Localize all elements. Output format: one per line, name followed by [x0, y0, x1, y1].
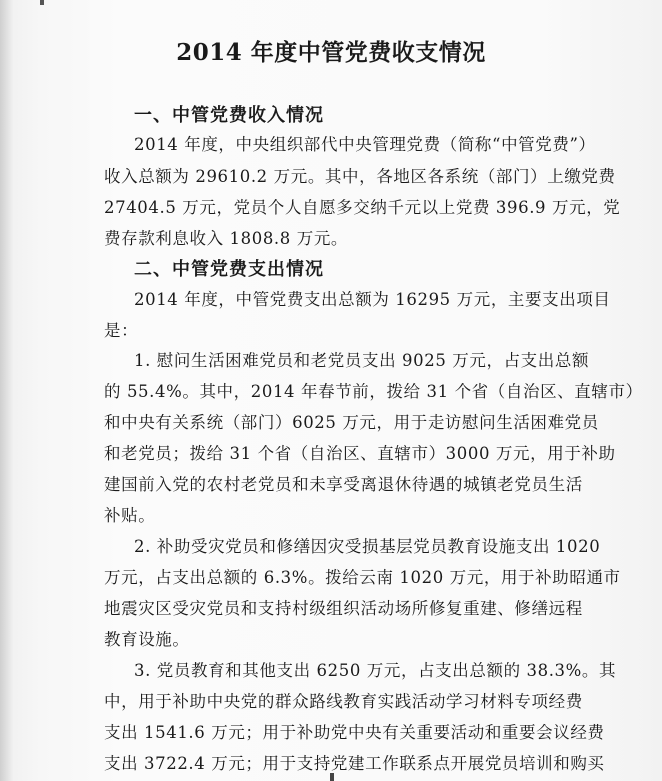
item-3-line: 中，用于补助中央党的群众路线教育实践活动学习材料专项经费 [104, 692, 583, 711]
section-1-line: 收入总额为 29610.2 万元。其中，各地区各系统（部门）上缴党费 [104, 167, 616, 186]
item-2-line: 地震灾区受灾党员和支持村级组织活动场所修复重建、修缮远程 [104, 599, 583, 618]
scan-speck [40, 0, 44, 5]
item-1-line: 和老党员；拨给 31 个省（自治区、直辖市）3000 万元，用于补助 [104, 444, 616, 463]
section-2-heading: 二、中管党费支出情况 [134, 259, 324, 280]
section-2-intro-line: 是： [104, 321, 139, 340]
item-3-line: 支出 3722.4 万元；用于支持党建工作联系点开展党员培训和购买 [104, 754, 605, 773]
section-1-heading: 一、中管党费收入情况 [134, 105, 324, 126]
item-1-line: 1. 慰问生活困难党员和老党员支出 9025 万元，占支出总额 [134, 351, 590, 370]
section-1-line: 27404.5 万元，党员个人自愿多交纳千元以上党费 396.9 万元，党 [104, 198, 621, 217]
section-1-line: 费存款利息收入 1808.8 万元。 [104, 229, 349, 248]
page-title: 2014 年度中管党费收支情况 [176, 39, 486, 66]
item-2-line: 万元，占支出总额的 6.3%。拨给云南 1020 万元，用于补助昭通市 [104, 568, 621, 587]
item-2-line: 教育设施。 [104, 630, 190, 649]
item-1-line: 建国前入党的农村老党员和未享受离退休待遇的城镇老党员生活 [104, 475, 583, 494]
scan-edge-shadow [0, 0, 14, 781]
scan-mark [330, 773, 334, 781]
item-1-line: 和中央有关系统（部门）6025 万元，用于走访慰问生活困难党员 [104, 413, 599, 432]
item-2-line: 2. 补助受灾党员和修缮因灾受损基层党员教育设施支出 1020 [134, 537, 601, 556]
item-1-line: 补贴。 [104, 506, 156, 525]
item-1-line: 的 55.4%。其中，2014 年春节前，拨给 31 个省（自治区、直辖市） [104, 382, 643, 401]
section-1-line: 2014 年度，中央组织部代中央管理党费（简称“中管党费”） [134, 135, 596, 154]
item-3-line: 3. 党员教育和其他支出 6250 万元，占支出总额的 38.3%。其 [134, 661, 617, 680]
section-2-intro-line: 2014 年度，中管党费支出总额为 16295 万元，主要支出项目 [134, 290, 611, 309]
item-3-line: 支出 1541.6 万元；用于补助党中央有关重要活动和重要会议经费 [104, 723, 605, 742]
